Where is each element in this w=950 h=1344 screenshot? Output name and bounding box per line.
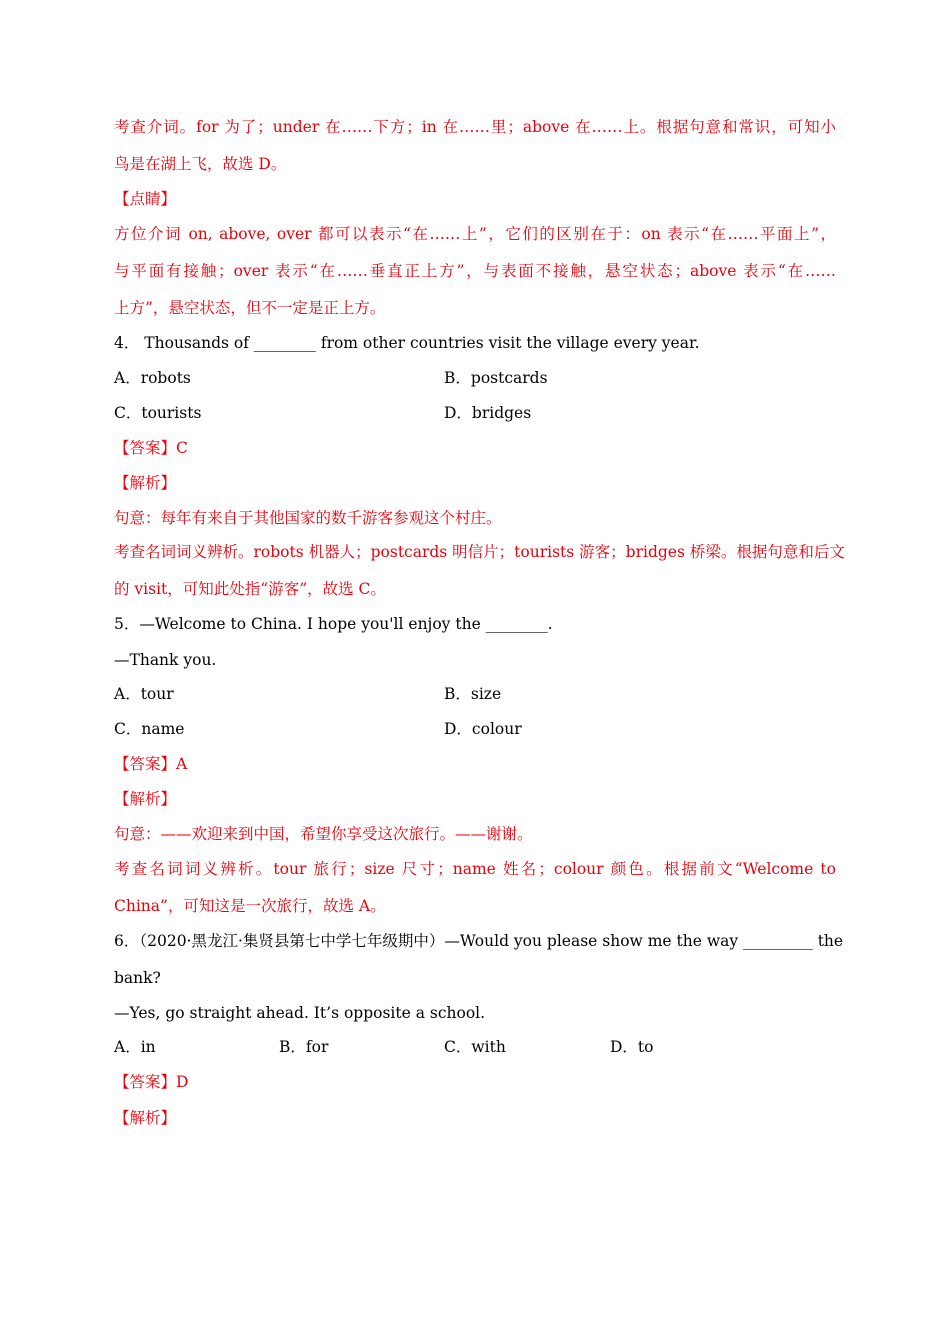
question-stem-reply: —Yes, go straight ahead. It’s opposite a school. bbox=[114, 1004, 486, 1022]
analysis-text: 考查名词词义辨析。robots 机器人；postcards 明信片；tourists 游客；bridges 桥梁。根据句意和后文 bbox=[114, 543, 845, 561]
answer: 【答案】A bbox=[114, 755, 188, 773]
option-c: C．name bbox=[114, 720, 185, 738]
option-a: A．tour bbox=[114, 685, 174, 703]
tip-text: 上方”，悬空状态，但不一定是正上方。 bbox=[114, 299, 386, 317]
tip-label: 【点睛】 bbox=[114, 190, 177, 208]
analysis-label: 【解析】 bbox=[114, 1109, 177, 1127]
option-c: C．tourists bbox=[114, 404, 202, 422]
tip-text: 方位介词 on, above, over 都可以表示“在……上”，它们的区别在于：on 表示“在……平面上”， bbox=[114, 225, 836, 243]
analysis-text: 的 visit，可知此处指“游客”，故选 C。 bbox=[114, 580, 386, 598]
option-d: D．colour bbox=[444, 720, 522, 738]
option-b: B．postcards bbox=[444, 369, 548, 387]
option-a: A．robots bbox=[114, 369, 191, 387]
question-stem: 5．—Welcome to China. I hope you'll enjoy the ________. bbox=[114, 615, 553, 633]
analysis-text: 句意：——欢迎来到中国，希望你享受这次旅行。——谢谢。 bbox=[114, 825, 533, 843]
option-d: D．to bbox=[610, 1038, 654, 1056]
analysis-text: 考查介词。for 为了；under 在……下方；in 在……里；above 在……上。根据句意和常识，可知小 bbox=[114, 118, 836, 136]
analysis-text: China”，可知这是一次旅行，故选 A。 bbox=[114, 897, 386, 915]
question-stem-cont: bank? bbox=[114, 969, 161, 987]
question-stem: 6．（2020·黑龙江·集贤县第七中学七年级期中）—Would you please show me the way _________ the bbox=[114, 932, 844, 950]
answer: 【答案】D bbox=[114, 1073, 189, 1091]
question-stem: 4． Thousands of ________ from other countries visit the village every year. bbox=[114, 334, 700, 352]
answer: 【答案】C bbox=[114, 439, 188, 457]
analysis-label: 【解析】 bbox=[114, 474, 177, 492]
analysis-text: 句意：每年有来自于其他国家的数千游客参观这个村庄。 bbox=[114, 509, 502, 527]
option-b: B．size bbox=[444, 685, 502, 703]
option-a: A．in bbox=[114, 1038, 156, 1056]
option-d: D．bridges bbox=[444, 404, 532, 422]
option-c: C．with bbox=[444, 1038, 506, 1056]
tip-text: 与平面有接触；over 表示“在……垂直正上方”，与表面不接触，悬空状态；above 表示“在…… bbox=[114, 262, 836, 280]
analysis-text: 考查名词词义辨析。tour 旅行；size 尺寸；name 姓名；colour 颜色。根据前文“Welcome to bbox=[114, 860, 836, 878]
analysis-label: 【解析】 bbox=[114, 790, 177, 808]
analysis-text: 鸟是在湖上飞，故选 D。 bbox=[114, 155, 287, 173]
option-b: B．for bbox=[279, 1038, 329, 1056]
question-stem-reply: —Thank you. bbox=[114, 651, 217, 669]
